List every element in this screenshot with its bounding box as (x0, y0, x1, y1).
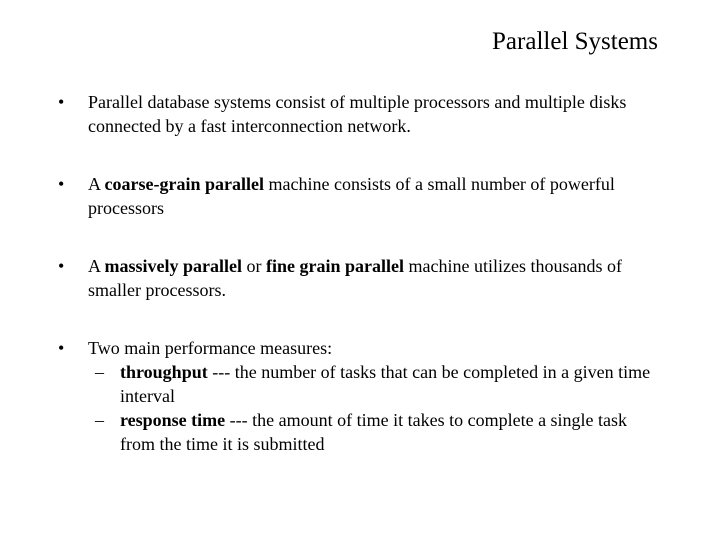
bullet-text (88, 256, 622, 300)
bullet-text (88, 92, 626, 136)
bullet-item (56, 336, 666, 456)
sub-bullet-list (88, 360, 666, 456)
sub-bullet-text (120, 410, 627, 454)
text-segment: --- the amount of time it takes to complete a single task from the time it is submitted (120, 410, 628, 454)
bold-term: throughput (120, 362, 208, 382)
text-segment: Two main performance measures: (88, 338, 333, 358)
bullet-marker: • (58, 256, 65, 276)
bold-term: fine grain parallel (266, 256, 405, 276)
sub-bullet-marker: – (95, 410, 104, 430)
text-segment: or (242, 256, 267, 276)
text-segment: --- the number of tasks that can be completed in a given time interval (120, 362, 651, 406)
bullet-item (56, 172, 666, 220)
text-segment: A (88, 256, 105, 276)
bullet-marker: • (58, 338, 65, 358)
sub-bullet-item (88, 408, 666, 456)
bullet-marker: • (58, 92, 65, 112)
bullet-item (56, 90, 666, 138)
sub-bullet-marker: – (95, 362, 104, 382)
bullet-marker: • (58, 174, 65, 194)
bold-term: response time (120, 410, 226, 430)
text-segment: Parallel database systems consist of multiple processors and multiple disks connected by a fast interconnection network. (88, 92, 627, 136)
bullet-list (56, 90, 666, 456)
bullet-text (88, 338, 332, 358)
bold-term: coarse-grain parallel (104, 174, 264, 194)
slide-title: Parallel Systems (492, 28, 658, 55)
bullet-text (88, 174, 615, 218)
text-segment: A (88, 174, 105, 194)
sub-bullet-item (88, 360, 666, 408)
text-segment: machine consists of a small number of powerful processors (88, 174, 615, 218)
bold-term: massively parallel (104, 256, 243, 276)
bullet-item (56, 254, 666, 302)
sub-bullet-text (120, 362, 650, 406)
text-segment: machine utilizes thousands of smaller processors. (88, 256, 622, 300)
